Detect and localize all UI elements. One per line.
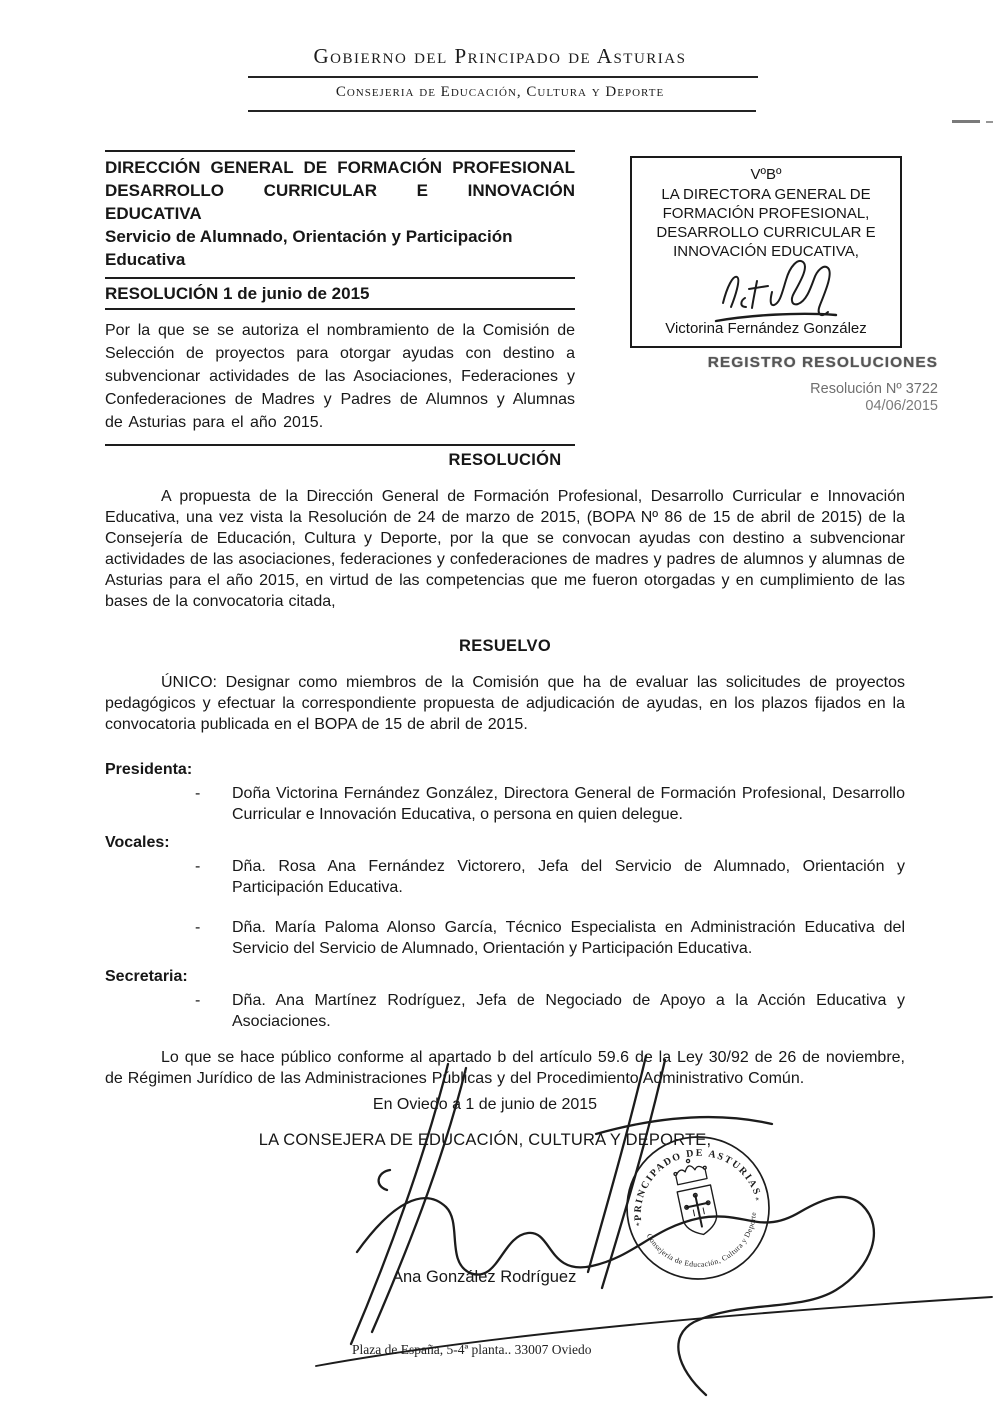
role-label-presidenta: Presidenta: [105,761,193,778]
dash-bullet: - [195,919,201,936]
scan-artifact-dash [952,120,980,123]
issuer-rule-4 [105,444,575,446]
registry-date: 04/06/2015 [865,398,938,414]
seal-separator-right: * [754,1195,761,1206]
letterhead-rule-bottom [248,110,756,112]
document-body [105,450,905,1089]
resolution-summary: Por la que se se autoriza el nombramiento de la Comisión de Selección de proyectos para otorgar ayudas con destino a subvencionar actividades de las Asociaciones, Federaciones y Confederaciones de Madres y Padres de Alumnos y Alumnas de Asturias para el año 2015. [105,322,575,431]
seal-shield-icon [677,1185,720,1238]
seal-crown-icon [672,1156,709,1185]
issuer-title-line: DIRECCIÓN GENERAL DE FORMACIÓN PROFESIONAL [105,158,575,177]
issuer-rule-3 [105,308,575,310]
scan-artifact-dot [986,121,993,123]
approval-line: INNOVACIÓN EDUCATIVA, [673,243,859,260]
dash-bullet: - [195,992,201,1009]
svg-text:Consejería de Educación, Cultu [644,1209,767,1279]
approval-box [630,156,902,348]
issuer-block [105,150,575,446]
member-item [105,917,905,959]
heading-resolucion: RESOLUCIÓN [448,451,562,469]
letterhead-rule-top [248,76,758,78]
registry-stamp [628,354,938,414]
seal-separator-left: * [635,1220,641,1232]
footer-address: Plaza de España, 5-4ª planta.. 33007 Oviedo [352,1342,592,1357]
issuer-title [105,156,575,225]
paragraph-unico: ÚNICO: Designar como miembros de la Comisión que ha de evaluar las solicitudes de proyectos pedagógicos y efectuar la correspondiente propuesta de adjudicación de ayudas, en los plazos fijados en la convocatoria publicada en el BOPA de 15 de abril de 2015. [105,674,905,733]
member-text: Dña. Ana Martínez Rodríguez, Jefa de Negociado de Apoyo a la Acción Educativa y Asociaciones. [232,992,905,1030]
dash-bullet: - [195,858,201,875]
member-text: Doña Victorina Fernández González, Directora General de Formación Profesional, Desarrollo Curricular e Innovación Educativa, o persona en quien delegue. [232,785,905,823]
consejera-name: Ana González Rodríguez [392,1268,577,1286]
member-item [105,990,905,1032]
paragraph-closing: Lo que se hace público conforme al apartado b del artículo 59.6 de la Ley 30/92 de 26 de noviembre, de Régimen Jurídico de las Administraciones Públicas y del Procedimiento Administrativo Común. [105,1049,905,1087]
member-item [105,783,905,825]
registry-resolution-number: Resolución Nº 3722 [810,381,938,397]
seal-ring-bottom-text: Consejería de Educación, Cultura y Deporte [644,1211,759,1269]
member-item [105,856,905,898]
resolution-date-line: RESOLUCIÓN 1 de junio de 2015 [105,284,370,303]
member-text: Dña. María Paloma Alonso García, Técnico Especialista en Administración Educativa del Servicio del Servicio de Alumnado, Orientación y Participación Educativa. [232,919,905,957]
issuer-title-line: EDUCATIVA [105,204,202,223]
approval-line: DESARROLLO CURRICULAR E [656,224,876,241]
approval-signer-name: Victorina Fernández González [665,320,867,337]
approval-line: FORMACIÓN PROFESIONAL, [662,205,870,222]
registry-stamp-title: REGISTRO RESOLUCIONES [707,354,938,371]
member-text: Dña. Rosa Ana Fernández Victorero, Jefa del Servicio de Alumnado, Orientación y Participación Educativa. [232,858,905,896]
issuer-title-line: DESARROLLO CURRICULAR E INNOVACIÓN [105,181,575,200]
consejera-title-line: LA CONSEJERA DE EDUCACIÓN, CULTURA Y DEPORTE, [258,1131,712,1149]
issuer-service: Servicio de Alumnado, Orientación y Participación Educativa [105,227,513,269]
seal-ring-top-text: PRINCIPADO DE ASTURIAS [632,1147,763,1222]
issuer-rule-1 [105,150,575,152]
place-date-line: En Oviedo a 1 de junio de 2015 [372,1096,598,1113]
committee-roles [105,759,905,1032]
letterhead-government: Gobierno del Principado de Asturias [313,44,687,68]
vobo-label: VºBº [750,166,782,183]
role-label-secretaria: Secretaria: [105,968,188,985]
heading-resuelvo: RESUELVO [459,637,551,655]
approval-line: LA DIRECTORA GENERAL DE [661,186,871,203]
letterhead-department: Consejeria de Educación, Cultura y Deporte [335,84,665,100]
role-label-vocales: Vocales: [105,834,170,851]
paragraph-proposal: A propuesta de la Dirección General de Formación Profesional, Desarrollo Curricular e Innovación Educativa, una vez vista la Resolución de 24 de marzo de 2015, (BOPA Nº 86 de 15 de abril de 2015) de la Consejería de Educación, Cultura y Deporte, por la que se convocan ayudas con destino a subvencionar actividades de las asociaciones, federaciones y confederaciones de madres y padres de alumnos y alumnas de Asturias para el año 2015, en virtud de las competencias que me fueron otorgadas y en cumplimiento de las bases de la convocatoria citada, [105,488,905,610]
dash-bullet: - [195,785,201,802]
